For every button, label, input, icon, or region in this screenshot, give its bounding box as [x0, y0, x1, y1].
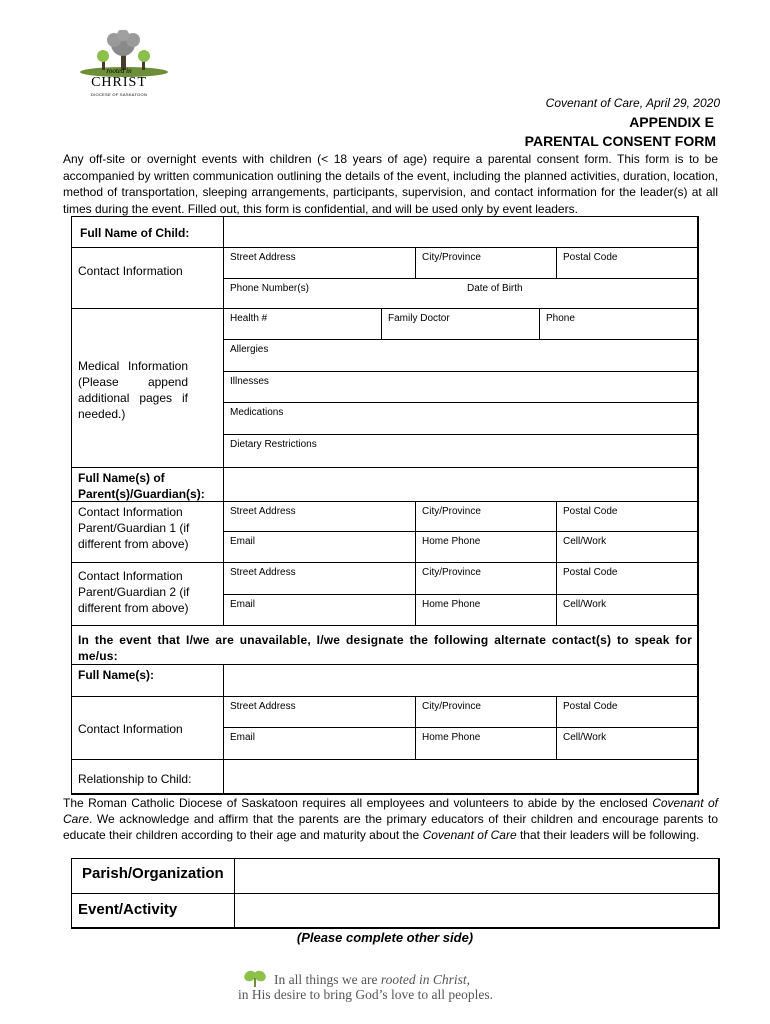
alternate-street-field[interactable] — [223, 696, 416, 728]
child-name-field[interactable] — [223, 216, 699, 248]
parent2-home-phone-field[interactable] — [415, 594, 557, 626]
alternate-postal-label: Postal Code — [563, 701, 618, 712]
alternate-email-field[interactable] — [223, 727, 416, 760]
logo-rooted-text: rooted in — [106, 67, 132, 75]
closing-paragraph — [63, 795, 718, 843]
alternate-contact-label-cell — [71, 696, 224, 760]
family-doctor-field[interactable] — [381, 308, 540, 340]
parent1-city-label: City/Province — [422, 506, 481, 517]
parent1-home-phone-label: Home Phone — [422, 536, 481, 547]
parent2-label-cell — [71, 562, 224, 626]
form-title: PARENTAL CONSENT FORM — [524, 133, 716, 149]
parents-name-label: Full Name(s) of Parent(s)/Guardian(s): — [78, 471, 205, 501]
child-phone-label: Phone Number(s) — [230, 283, 309, 294]
covenant-of-care-ref-1: Covenant of Care — [63, 796, 718, 826]
child-contact-label: Contact Information — [78, 264, 183, 278]
diocese-logo — [78, 30, 170, 102]
parent1-email-field[interactable] — [223, 531, 416, 563]
illnesses-field[interactable] — [223, 371, 699, 403]
alternate-name-field[interactable] — [223, 664, 699, 697]
parent1-label-cell — [71, 501, 224, 563]
parish-label: Parish/Organization — [82, 865, 224, 882]
relationship-label-cell — [71, 759, 224, 795]
child-city-label: City/Province — [422, 252, 481, 263]
dietary-field[interactable] — [223, 434, 699, 468]
alternate-street-label: Street Address — [230, 701, 296, 712]
parent1-label: Contact Information Parent/Guardian 1 (if different from above) — [78, 505, 190, 551]
alternate-cell-field[interactable] — [556, 727, 699, 760]
child-name-label: Full Name of Child: — [80, 226, 190, 240]
parent1-street-label: Street Address — [230, 506, 296, 517]
parent2-postal-label: Postal Code — [563, 567, 618, 578]
parent2-home-phone-label: Home Phone — [422, 599, 481, 610]
parent2-cell-field[interactable] — [556, 594, 699, 626]
child-contact-label-cell — [71, 247, 224, 309]
parent2-city-field[interactable] — [415, 562, 557, 595]
doctor-phone-field[interactable] — [539, 308, 699, 340]
logo-christ-text: CHRIST — [91, 75, 147, 90]
child-name-label-cell — [71, 216, 224, 248]
child-phone-dob-field[interactable] — [223, 278, 699, 309]
doctor-phone-label: Phone — [546, 313, 575, 324]
parent2-postal-field[interactable] — [556, 562, 699, 595]
parent1-street-field[interactable] — [223, 501, 416, 532]
parent1-postal-field[interactable] — [556, 501, 699, 532]
parish-event-table — [71, 858, 719, 928]
health-number-label: Health # — [230, 313, 268, 324]
parent2-label: Contact Information Parent/Guardian 2 (if different from above) — [78, 569, 190, 615]
child-postal-label: Postal Code — [563, 252, 618, 263]
parent2-cell-label: Cell/Work — [563, 599, 607, 610]
parent1-email-label: Email — [230, 536, 256, 547]
parent1-home-phone-field[interactable] — [415, 531, 557, 563]
alternate-cell-label: Cell/Work — [563, 732, 607, 743]
health-number-field[interactable] — [223, 308, 382, 340]
medical-label-cell — [71, 308, 224, 468]
alternate-email-label: Email — [230, 732, 256, 743]
complete-other-side-note: (Please complete other side) — [296, 930, 474, 945]
motto-line-1 — [274, 972, 564, 988]
child-dob-label: Date of Birth — [467, 283, 523, 294]
allergies-label: Allergies — [230, 344, 269, 355]
parent1-cell-label: Cell/Work — [563, 536, 607, 547]
medications-field[interactable] — [223, 402, 699, 435]
alternate-postal-field[interactable] — [556, 696, 699, 728]
medications-label: Medications — [230, 407, 284, 418]
closing-text-3: that their leaders will be following. — [516, 828, 700, 842]
motto-text-b: rooted in Christ, — [380, 972, 470, 987]
child-postal-field[interactable] — [556, 247, 699, 279]
alternate-statement-cell — [71, 625, 699, 665]
alternate-home-phone-field[interactable] — [415, 727, 557, 760]
alternate-contact-label: Contact Information — [78, 722, 183, 736]
parish-label-cell — [71, 858, 235, 894]
alternate-statement: In the event that I/we are unavailable, I/we designate the following alternate contact(s) to speak for me/us: — [78, 633, 692, 663]
parent2-city-label: City/Province — [422, 567, 481, 578]
dietary-label: Dietary Restrictions — [230, 439, 317, 450]
family-doctor-label: Family Doctor — [388, 313, 450, 324]
parents-name-label-cell — [71, 467, 224, 502]
covenant-of-care-ref-2: Covenant of Care — [422, 828, 517, 842]
alternate-name-label-cell — [71, 664, 224, 697]
alternate-home-phone-label: Home Phone — [422, 732, 481, 743]
alternate-city-field[interactable] — [415, 696, 557, 728]
parent2-street-field[interactable] — [223, 562, 416, 595]
closing-text-1: The Roman Catholic Diocese of Saskatoon requires all employees and volunteers to abide by the enclosed — [63, 796, 653, 810]
relationship-label: Relationship to Child: — [78, 772, 192, 786]
parent2-email-label: Email — [230, 599, 256, 610]
motto-text-a: In all things we are — [274, 972, 381, 987]
intro-paragraph: Any off-site or overnight events with children (< 18 years of age) require a parental consent form. This form is to be accompanied by written communication outlining the details of the event, including the planned activities, duration, location, method of transportation, sleeping arrangements, participants, supervision, and contact information for the leader(s) at all times during the event. Filled out, this form is confidential, and will be used only by event leaders. — [63, 152, 718, 216]
event-label-cell — [71, 893, 235, 929]
appendix-title: APPENDIX E — [629, 114, 714, 130]
event-field[interactable] — [234, 893, 720, 929]
consent-form-table — [71, 216, 698, 794]
parent1-cell-field[interactable] — [556, 531, 699, 563]
medical-label: Medical Information (Please append additional pages if needed.) — [78, 359, 188, 421]
parent1-postal-label: Postal Code — [563, 506, 618, 517]
allergies-field[interactable] — [223, 339, 699, 372]
alternate-name-label: Full Name(s): — [78, 668, 155, 682]
parent2-email-field[interactable] — [223, 594, 416, 626]
illnesses-label: Illnesses — [230, 376, 269, 387]
child-city-field[interactable] — [415, 247, 557, 279]
relationship-field[interactable] — [223, 759, 699, 795]
parents-name-field[interactable] — [223, 467, 699, 502]
parent1-city-field[interactable] — [415, 501, 557, 532]
parent2-street-label: Street Address — [230, 567, 296, 578]
closing-text-2: . We acknowledge and affirm that the parents are the primary educators of their children and encourage parents to educate their children according to their age and maturity about the — [63, 812, 718, 842]
logo-diocese-text: DIOCESE OF SASKATOON — [90, 92, 148, 97]
motto-line-2: in His desire to bring God’s love to all peoples. — [238, 987, 493, 1002]
parish-field[interactable] — [234, 858, 720, 894]
child-street-label: Street Address — [230, 252, 296, 263]
event-label: Event/Activity — [78, 901, 178, 918]
alternate-city-label: City/Province — [422, 701, 481, 712]
child-street-field[interactable] — [223, 247, 416, 279]
document-date: Covenant of Care, April 29, 2020 — [545, 96, 720, 110]
